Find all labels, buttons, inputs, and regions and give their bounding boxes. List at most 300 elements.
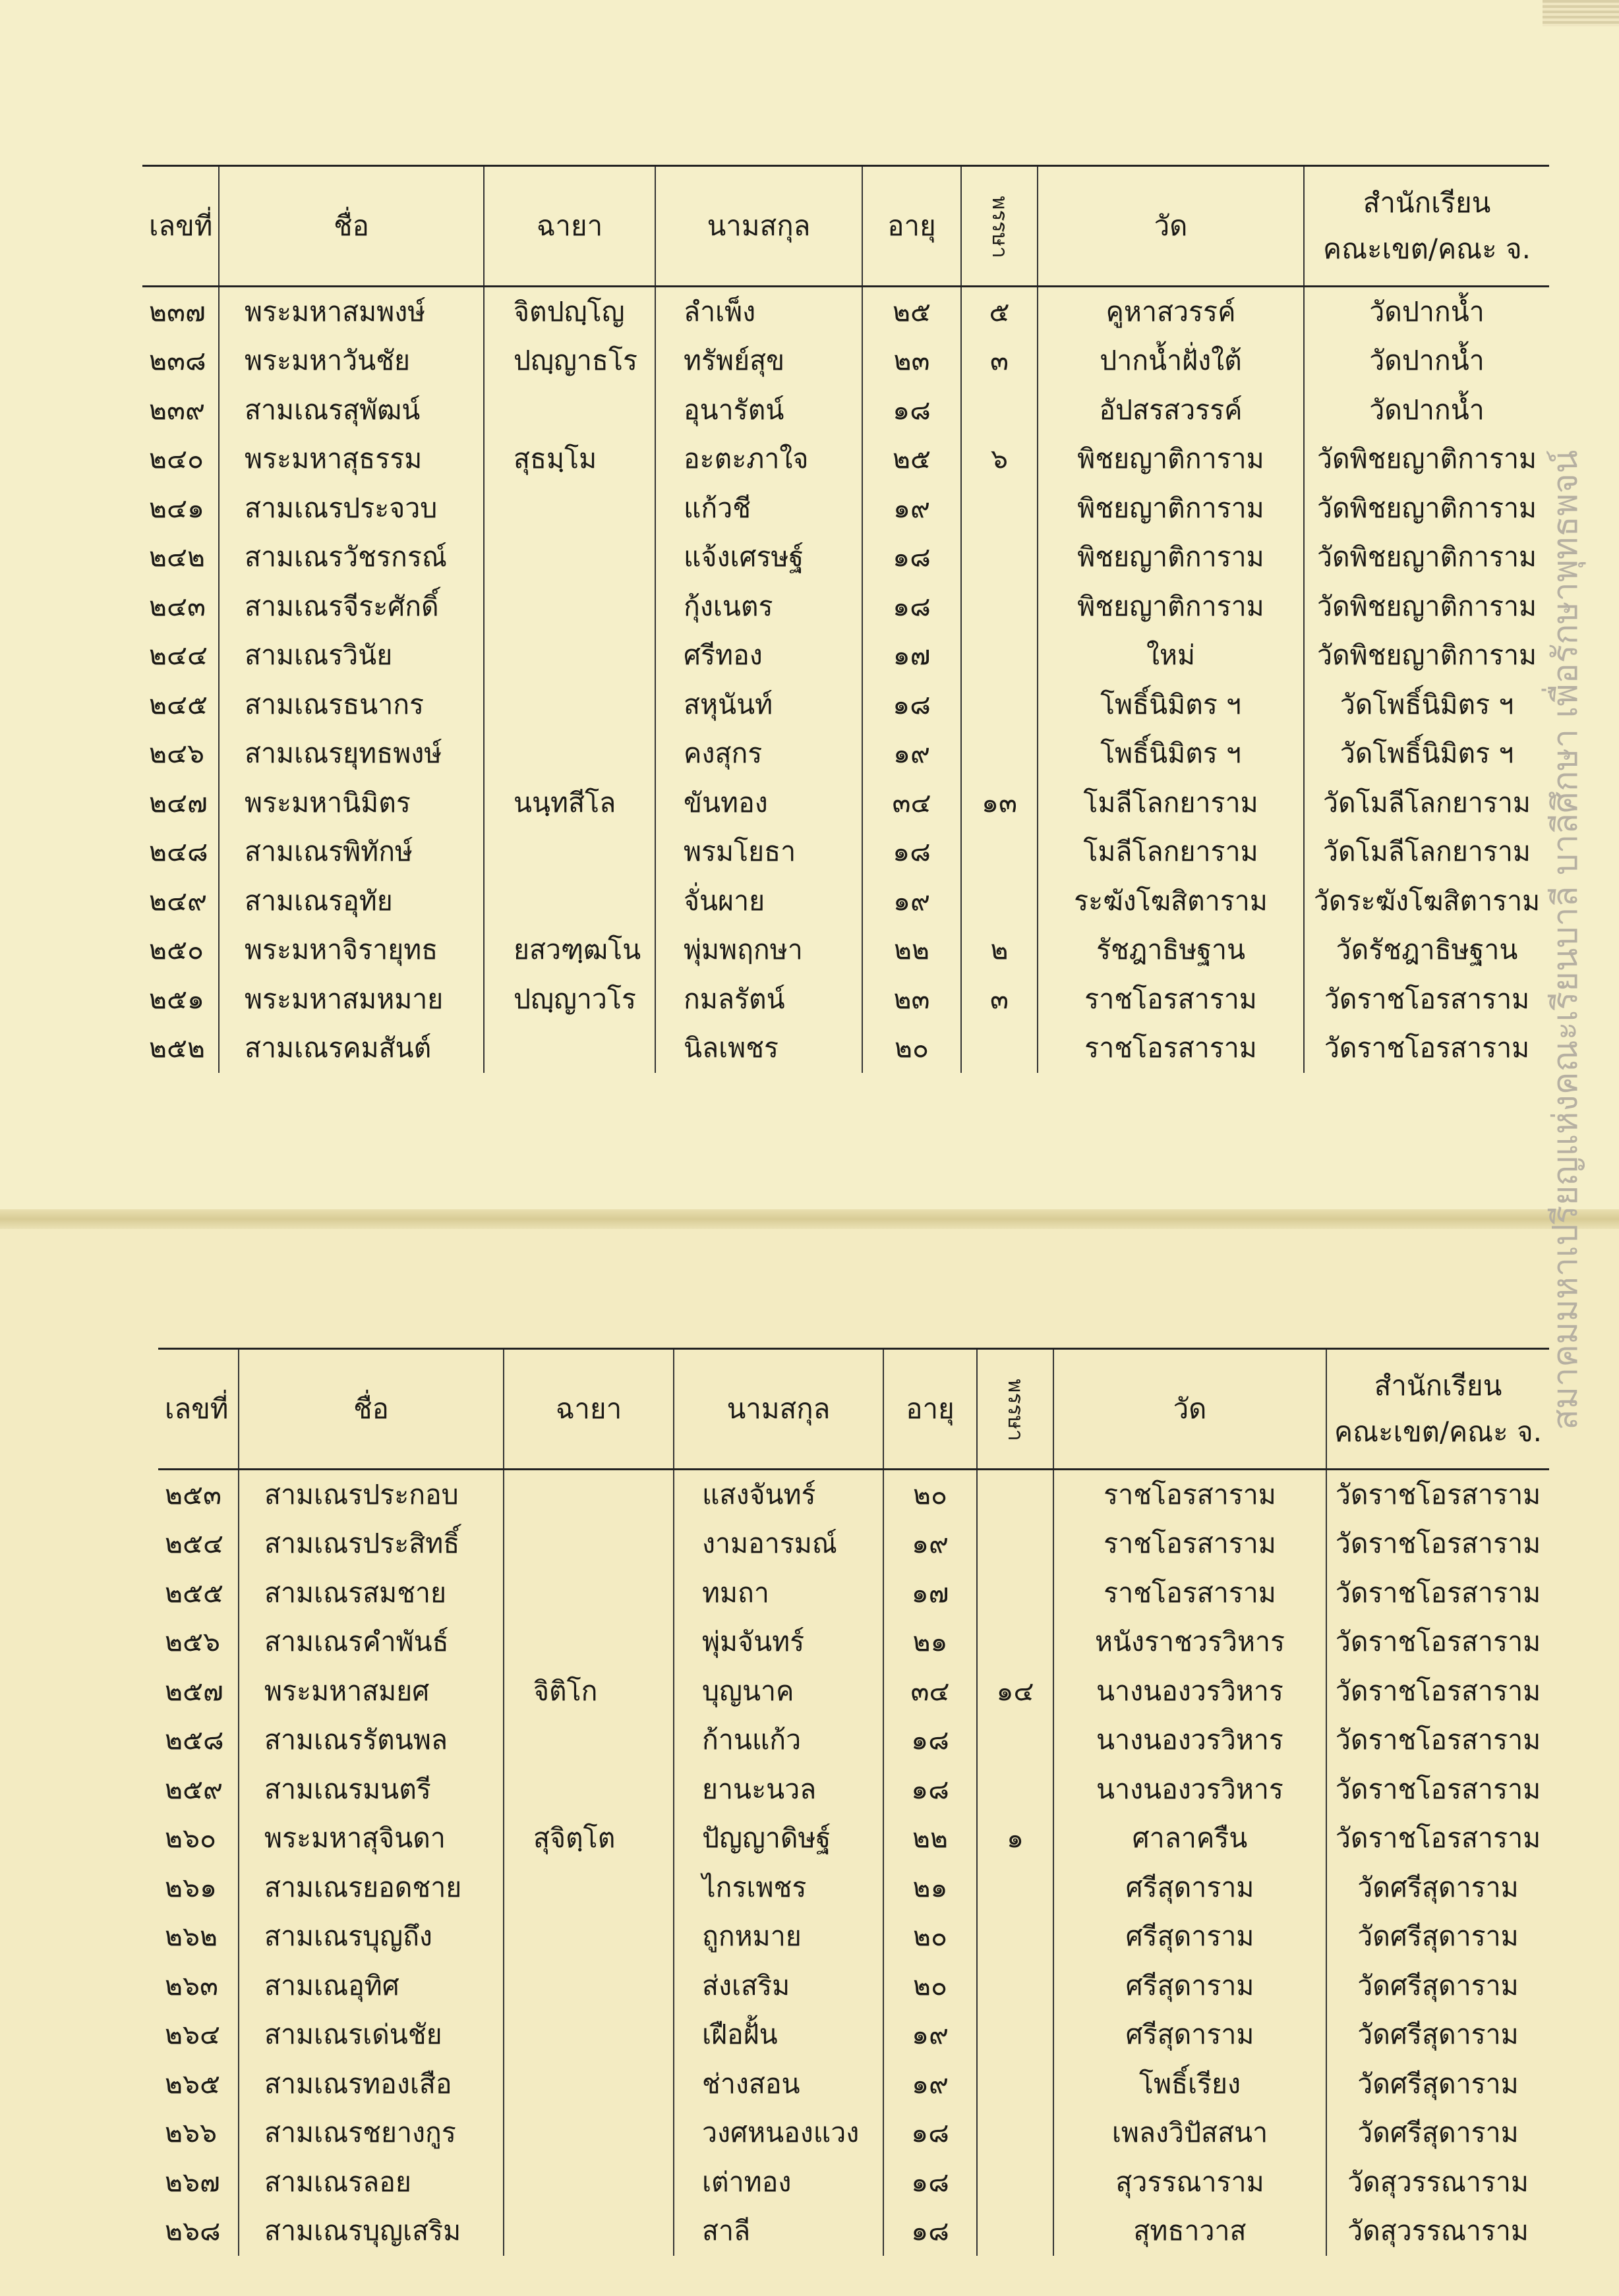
cell-pali bbox=[504, 1912, 674, 1962]
cell-surname: ขันทอง bbox=[655, 778, 862, 828]
cell-wat: โพธิ์นิมิตร ฯ bbox=[1038, 680, 1304, 730]
cell-age: ๒๐ bbox=[883, 1470, 977, 1520]
cell-age: ๑๘ bbox=[862, 828, 961, 877]
cell-pali bbox=[504, 2109, 674, 2158]
cell-pali bbox=[504, 1716, 674, 1765]
cell-pali bbox=[504, 1520, 674, 1569]
cell-pali bbox=[484, 730, 655, 779]
cell-name: สามเณรบุญถึง bbox=[239, 1912, 504, 1962]
cell-name: สามเณรยุทธพงษ์ bbox=[219, 730, 484, 779]
cell-surname: บุญนาค bbox=[674, 1667, 883, 1716]
cell-surname: แก้วชี bbox=[655, 484, 862, 533]
cell-pansa: ๑๔ bbox=[977, 1667, 1053, 1716]
cell-age: ๒๐ bbox=[862, 1024, 961, 1074]
cell-school: วัดรัชฎาธิษฐาน bbox=[1304, 926, 1549, 975]
cell-pansa bbox=[977, 1618, 1053, 1667]
cell-pali: จิตปญฺโญ bbox=[484, 287, 655, 337]
cell-pali: ปญฺญาวโร bbox=[484, 975, 655, 1024]
table-row bbox=[158, 1470, 1549, 1520]
table-header-row bbox=[142, 166, 1549, 287]
cell-pansa bbox=[961, 730, 1038, 779]
table-row bbox=[142, 926, 1549, 975]
cell-name: พระมหาวันชัย bbox=[219, 337, 484, 386]
table-header-row bbox=[158, 1349, 1549, 1470]
cell-surname: ส่งเสริม bbox=[674, 1961, 883, 2011]
cell-pali: จิติโก bbox=[504, 1667, 674, 1716]
cell-no: ๒๕๖ bbox=[165, 1626, 221, 1658]
cell-wat: ราชโอรสาราม bbox=[1053, 1520, 1326, 1569]
cell-age: ๑๘ bbox=[862, 386, 961, 435]
cell-no: ๒๕๒ bbox=[149, 1032, 206, 1064]
table-row bbox=[142, 680, 1549, 730]
cell-age: ๑๘ bbox=[883, 1765, 977, 1814]
cell-age: ๑๙ bbox=[883, 1520, 977, 1569]
table-row bbox=[158, 2011, 1549, 2060]
cell-pali bbox=[504, 2011, 674, 2060]
cell-name: พระมหาสมพงษ์ bbox=[219, 287, 484, 337]
header-school-line1: สำนักเรียน bbox=[1374, 1369, 1502, 1402]
cell-no: ๒๔๙ bbox=[149, 884, 208, 917]
table-row bbox=[158, 1618, 1549, 1667]
cell-pansa bbox=[961, 828, 1038, 877]
cell-school: วัดราชโอรสาราม bbox=[1304, 975, 1549, 1024]
cell-surname: ช่างสอน bbox=[674, 2059, 883, 2109]
cell-no: ๒๔๒ bbox=[149, 541, 206, 573]
cell-wat: ราชโอรสาราม bbox=[1038, 1024, 1304, 1074]
table-row bbox=[158, 1961, 1549, 2011]
cell-age: ๑๙ bbox=[862, 484, 961, 533]
register-table-top bbox=[142, 165, 1549, 1073]
cell-pansa bbox=[977, 1961, 1053, 2011]
table-row bbox=[158, 2158, 1549, 2207]
cell-surname: ลำเพ็ง bbox=[655, 287, 862, 337]
cell-pali: สุธมฺโม bbox=[484, 435, 655, 484]
cell-no: ๒๖๕ bbox=[165, 2067, 221, 2100]
cell-name: สามเณรคมสันต์ bbox=[219, 1024, 484, 1074]
cell-no: ๒๖๖ bbox=[165, 2117, 218, 2149]
table-row bbox=[158, 1520, 1549, 1569]
header-school-line2: คณะเขต/คณะ จ. bbox=[1334, 1416, 1543, 1448]
table-row bbox=[142, 484, 1549, 533]
cell-age: ๓๔ bbox=[883, 1667, 977, 1716]
cell-name: สามเณรคำพันธ์ bbox=[239, 1618, 504, 1667]
cell-wat: ศรีสุดาราม bbox=[1053, 2011, 1326, 2060]
page-crease bbox=[0, 1209, 1619, 1229]
header-school-line1: สำนักเรียน bbox=[1363, 187, 1491, 219]
table-row bbox=[142, 828, 1549, 877]
cell-school: วัดราชโอรสาราม bbox=[1326, 1520, 1549, 1569]
cell-no: ๒๕๘ bbox=[165, 1724, 224, 1756]
cell-wat: พิชยญาติการาม bbox=[1038, 435, 1304, 484]
header-school-line2: คณะเขต/คณะ จ. bbox=[1322, 233, 1531, 265]
cell-age: ๑๗ bbox=[883, 1568, 977, 1618]
cell-pansa: ๑๓ bbox=[961, 778, 1038, 828]
cell-pansa: ๖ bbox=[961, 435, 1038, 484]
cell-no: ๒๖๗ bbox=[165, 2166, 220, 2198]
cell-pali bbox=[504, 1568, 674, 1618]
cell-wat: ระฆังโฆสิตาราม bbox=[1038, 876, 1304, 926]
table-row bbox=[142, 1024, 1549, 1074]
cell-pansa: ๓ bbox=[961, 975, 1038, 1024]
cell-no: ๒๖๔ bbox=[165, 2019, 221, 2051]
cell-name: สามเณรลอย bbox=[239, 2158, 504, 2207]
header-school bbox=[1326, 1349, 1549, 1470]
cell-wat: สุวรรณาราม bbox=[1053, 2158, 1326, 2207]
cell-school: วัดปากน้ำ bbox=[1304, 287, 1549, 337]
cell-name: พระมหาสมหมาย bbox=[219, 975, 484, 1024]
cell-pali: นนฺทสีโล bbox=[484, 778, 655, 828]
cell-pali bbox=[504, 1863, 674, 1912]
cell-school: วัดพิชยญาติการาม bbox=[1304, 533, 1549, 583]
cell-school: วัดสุวรรณาราม bbox=[1326, 2207, 1549, 2256]
cell-school: วัดโพธิ์นิมิตร ฯ bbox=[1304, 680, 1549, 730]
cell-name: สามเณรมนตรี bbox=[239, 1765, 504, 1814]
header-age: อายุ bbox=[862, 166, 961, 287]
cell-no: ๒๔๑ bbox=[149, 492, 205, 524]
cell-surname: ศรีทอง bbox=[655, 631, 862, 681]
cell-no: ๒๔๓ bbox=[149, 590, 206, 622]
table-row bbox=[158, 1667, 1549, 1716]
cell-school: วัดศรีสุดาราม bbox=[1326, 1863, 1549, 1912]
cell-age: ๑๘ bbox=[862, 680, 961, 730]
cell-no: ๒๔๘ bbox=[149, 836, 208, 868]
cell-school: วัดโพธิ์นิมิตร ฯ bbox=[1304, 730, 1549, 779]
cell-pansa bbox=[961, 680, 1038, 730]
table-row bbox=[158, 2059, 1549, 2109]
cell-no: ๒๔๔ bbox=[149, 639, 208, 672]
cell-school: วัดศรีสุดาราม bbox=[1326, 2109, 1549, 2158]
cell-name: พระมหาจิรายุทธ bbox=[219, 926, 484, 975]
table-row bbox=[158, 1765, 1549, 1814]
cell-name: สามเณรรัตนพล bbox=[239, 1716, 504, 1765]
cell-pali bbox=[484, 1024, 655, 1074]
cell-age: ๒๑ bbox=[883, 1618, 977, 1667]
cell-no: ๒๕๕ bbox=[165, 1576, 224, 1609]
cell-name: พระมหาสุจินดา bbox=[239, 1814, 504, 1864]
cell-wat: ราชโอรสาราม bbox=[1053, 1470, 1326, 1520]
cell-pansa bbox=[961, 386, 1038, 435]
cell-age: ๑๙ bbox=[862, 730, 961, 779]
cell-no: ๒๔๐ bbox=[149, 443, 204, 475]
cell-pansa bbox=[977, 2059, 1053, 2109]
table-row bbox=[142, 533, 1549, 583]
cell-name: สามเณรประกอบ bbox=[239, 1470, 504, 1520]
cell-no: ๒๖๐ bbox=[165, 1822, 217, 1854]
cell-school: วัดศรีสุดาราม bbox=[1326, 2011, 1549, 2060]
cell-pansa bbox=[977, 1470, 1053, 1520]
table-row bbox=[142, 730, 1549, 779]
cell-age: ๑๘ bbox=[883, 1716, 977, 1765]
cell-surname: ก้านแก้ว bbox=[674, 1716, 883, 1765]
cell-name: สามเณรเด่นชัย bbox=[239, 2011, 504, 2060]
cell-no: ๒๖๒ bbox=[165, 1920, 218, 1953]
cell-surname: ยานะนวล bbox=[674, 1765, 883, 1814]
cell-surname: กมลรัตน์ bbox=[655, 975, 862, 1024]
cell-no: ๒๔๕ bbox=[149, 688, 208, 720]
cell-pansa bbox=[977, 2158, 1053, 2207]
cell-age: ๑๘ bbox=[862, 533, 961, 583]
cell-name: สามเณรสมชาย bbox=[239, 1568, 504, 1618]
cell-school: วัดโมลีโลกยาราม bbox=[1304, 778, 1549, 828]
header-pali: ฉายา bbox=[504, 1349, 674, 1470]
cell-school: วัดศรีสุดาราม bbox=[1326, 1961, 1549, 2011]
cell-surname: อะตะภาใจ bbox=[655, 435, 862, 484]
cell-name: พระมหานิมิตร bbox=[219, 778, 484, 828]
cell-surname: กุ้งเนตร bbox=[655, 582, 862, 631]
cell-pali bbox=[504, 1470, 674, 1520]
cell-surname: อุนารัตน์ bbox=[655, 386, 862, 435]
cell-wat: สุทธาวาส bbox=[1053, 2207, 1326, 2256]
cell-age: ๒๕ bbox=[862, 287, 961, 337]
cell-age: ๑๙ bbox=[862, 876, 961, 926]
table-row bbox=[158, 1568, 1549, 1618]
cell-pali bbox=[484, 680, 655, 730]
cell-surname: แจ้งเศรษฐ์ bbox=[655, 533, 862, 583]
cell-name: สามเณรทองเสือ bbox=[239, 2059, 504, 2109]
cell-surname: ทรัพย์สุข bbox=[655, 337, 862, 386]
header-name: ชื่อ bbox=[239, 1349, 504, 1470]
cell-surname: เต่าทอง bbox=[674, 2158, 883, 2207]
cell-school: วัดราชโอรสาราม bbox=[1326, 1568, 1549, 1618]
register-table-bottom bbox=[158, 1348, 1549, 2256]
header-no: เลขที่ bbox=[149, 210, 213, 242]
cell-surname: ถูกหมาย bbox=[674, 1912, 883, 1962]
cell-surname: ปัญญาดิษฐ์ bbox=[674, 1814, 883, 1864]
cell-pansa: ๒ bbox=[961, 926, 1038, 975]
cell-age: ๒๓ bbox=[862, 975, 961, 1024]
cell-wat: พิชยญาติการาม bbox=[1038, 484, 1304, 533]
cell-name: สามเณรบุญเสริม bbox=[239, 2207, 504, 2256]
table-row bbox=[142, 435, 1549, 484]
header-surname: นามสกุล bbox=[674, 1349, 883, 1470]
cell-wat: คูหาสวรรค์ bbox=[1038, 287, 1304, 337]
cell-no: ๒๖๑ bbox=[165, 1871, 218, 1903]
header-surname: นามสกุล bbox=[655, 166, 862, 287]
cell-no: ๒๔๖ bbox=[149, 737, 205, 770]
cell-name: สามเณรวัชรกรณ์ bbox=[219, 533, 484, 583]
cell-name: พระมหาสุธรรม bbox=[219, 435, 484, 484]
cell-no: ๒๖๘ bbox=[165, 2215, 221, 2247]
page-edge bbox=[1543, 0, 1619, 26]
cell-surname: สหุนันท์ bbox=[655, 680, 862, 730]
table-row bbox=[142, 876, 1549, 926]
cell-school: วัดพิชยญาติการาม bbox=[1304, 631, 1549, 681]
cell-school: วัดศรีสุดาราม bbox=[1326, 2059, 1549, 2109]
cell-school: วัดราชโอรสาราม bbox=[1326, 1716, 1549, 1765]
cell-pansa bbox=[977, 2109, 1053, 2158]
cell-pali bbox=[484, 386, 655, 435]
cell-age: ๑๘ bbox=[883, 2109, 977, 2158]
cell-wat: นางนองวรวิหาร bbox=[1053, 1667, 1326, 1716]
cell-surname: แสงจันทร์ bbox=[674, 1470, 883, 1520]
cell-pansa: ๕ bbox=[961, 287, 1038, 337]
cell-surname: เฝือฝั้น bbox=[674, 2011, 883, 2060]
cell-wat: โพธิ์นิมิตร ฯ bbox=[1038, 730, 1304, 779]
cell-pali bbox=[484, 828, 655, 877]
cell-wat: ศาลาครืน bbox=[1053, 1814, 1326, 1864]
cell-pali bbox=[504, 1961, 674, 2011]
cell-pali bbox=[504, 2158, 674, 2207]
header-school bbox=[1304, 166, 1549, 287]
table-row bbox=[158, 1863, 1549, 1912]
cell-age: ๒๒ bbox=[883, 1814, 977, 1864]
cell-school: วัดโมลีโลกยาราม bbox=[1304, 828, 1549, 877]
cell-wat: เพลงวิปัสสนา bbox=[1053, 2109, 1326, 2158]
cell-school: วัดสุวรรณาราม bbox=[1326, 2158, 1549, 2207]
cell-wat: หนังราชวรวิหาร bbox=[1053, 1618, 1326, 1667]
cell-no: ๒๔๗ bbox=[149, 786, 208, 818]
header-pansa-label: พรรษา bbox=[1003, 1379, 1028, 1441]
table-row bbox=[158, 1912, 1549, 1962]
cell-wat: ราชโอรสาราม bbox=[1053, 1568, 1326, 1618]
cell-age: ๒๓ bbox=[862, 337, 961, 386]
cell-surname: วงศหนองแวง bbox=[674, 2109, 883, 2158]
cell-wat: นางนองวรวิหาร bbox=[1053, 1765, 1326, 1814]
cell-name: สามเณรพิทักษ์ bbox=[219, 828, 484, 877]
cell-school: วัดราชโอรสาราม bbox=[1326, 1765, 1549, 1814]
watermark bbox=[1536, 442, 1595, 1430]
header-pali: ฉายา bbox=[484, 166, 655, 287]
cell-pansa bbox=[961, 876, 1038, 926]
cell-age: ๒๕ bbox=[862, 435, 961, 484]
cell-surname: สาลี bbox=[674, 2207, 883, 2256]
cell-name: พระมหาสมยศ bbox=[239, 1667, 504, 1716]
cell-no: ๒๕๙ bbox=[165, 1773, 223, 1805]
table-row bbox=[158, 2109, 1549, 2158]
cell-pali bbox=[484, 631, 655, 681]
header-no: เลขที่ bbox=[165, 1392, 229, 1425]
cell-age: ๒๑ bbox=[883, 1863, 977, 1912]
cell-pansa: ๑ bbox=[977, 1814, 1053, 1864]
cell-no: ๒๕๓ bbox=[165, 1478, 222, 1510]
table-row bbox=[142, 975, 1549, 1024]
cell-wat: ศรีสุดาราม bbox=[1053, 1961, 1326, 2011]
table-row bbox=[158, 1716, 1549, 1765]
cell-pansa bbox=[977, 1520, 1053, 1569]
cell-wat: ศรีสุดาราม bbox=[1053, 1863, 1326, 1912]
cell-pansa: ๓ bbox=[961, 337, 1038, 386]
cell-pali bbox=[504, 1618, 674, 1667]
cell-school: วัดราชโอรสาราม bbox=[1326, 1667, 1549, 1716]
cell-wat: โพธิ์เรียง bbox=[1053, 2059, 1326, 2109]
cell-school: วัดปากน้ำ bbox=[1304, 386, 1549, 435]
cell-school: วัดระฆังโฆสิตาราม bbox=[1304, 876, 1549, 926]
cell-wat: ปากน้ำฝั่งใต้ bbox=[1038, 337, 1304, 386]
table-row bbox=[142, 287, 1549, 337]
cell-name: สามเณอุทิศ bbox=[239, 1961, 504, 2011]
cell-pansa bbox=[961, 1024, 1038, 1074]
cell-pansa bbox=[977, 1568, 1053, 1618]
watermark-text: สมาคมมหาเปรียญแห่งคณะเรียนบาลี บาลีศึกษา เพื่อรักษาพุทธพจน์ bbox=[1546, 449, 1585, 1430]
cell-no: ๒๕๐ bbox=[149, 934, 204, 966]
cell-wat: รัชฎาธิษฐาน bbox=[1038, 926, 1304, 975]
cell-wat: พิชยญาติการาม bbox=[1038, 582, 1304, 631]
header-wat: วัด bbox=[1038, 166, 1304, 287]
cell-name: สามเณรจีระศักดิ์ bbox=[219, 582, 484, 631]
cell-school: วัดราชโอรสาราม bbox=[1304, 1024, 1549, 1074]
cell-pansa bbox=[977, 2207, 1053, 2256]
cell-no: ๒๓๗ bbox=[149, 295, 206, 328]
header-pansa-label: พรรษา bbox=[987, 196, 1013, 258]
cell-wat: นางนองวรวิหาร bbox=[1053, 1716, 1326, 1765]
cell-age: ๑๘ bbox=[862, 582, 961, 631]
cell-name: สามเณรธนากร bbox=[219, 680, 484, 730]
cell-pali bbox=[504, 2059, 674, 2109]
cell-surname: งามอารมณ์ bbox=[674, 1520, 883, 1569]
table-row bbox=[158, 2207, 1549, 2256]
cell-school: วัดพิชยญาติการาม bbox=[1304, 435, 1549, 484]
cell-pali bbox=[504, 1765, 674, 1814]
cell-age: ๑๙ bbox=[883, 2011, 977, 2060]
cell-wat: โมลีโลกยาราม bbox=[1038, 828, 1304, 877]
cell-pansa bbox=[977, 1716, 1053, 1765]
cell-age: ๑๗ bbox=[862, 631, 961, 681]
cell-pansa bbox=[977, 1912, 1053, 1962]
cell-wat: ใหม่ bbox=[1038, 631, 1304, 681]
cell-school: วัดราชโอรสาราม bbox=[1326, 1814, 1549, 1864]
table-row bbox=[142, 337, 1549, 386]
cell-school: วัดราชโอรสาราม bbox=[1326, 1618, 1549, 1667]
cell-surname: นิลเพชร bbox=[655, 1024, 862, 1074]
cell-school: วัดพิชยญาติการาม bbox=[1304, 582, 1549, 631]
cell-name: สามเณรสุพัฒน์ bbox=[219, 386, 484, 435]
cell-pansa bbox=[977, 1863, 1053, 1912]
cell-surname: พรมโยธา bbox=[655, 828, 862, 877]
header-age: อายุ bbox=[883, 1349, 977, 1470]
cell-age: ๑๙ bbox=[883, 2059, 977, 2109]
cell-pali bbox=[484, 876, 655, 926]
cell-pali bbox=[484, 582, 655, 631]
cell-name: สามเณรประสิทธิ์ bbox=[239, 1520, 504, 1569]
cell-pansa bbox=[977, 1765, 1053, 1814]
cell-surname: ทมถา bbox=[674, 1568, 883, 1618]
cell-name: สามเณรชยางกูร bbox=[239, 2109, 504, 2158]
cell-surname: พุ่มพฤกษา bbox=[655, 926, 862, 975]
cell-age: ๑๘ bbox=[883, 2158, 977, 2207]
header-pansa bbox=[977, 1349, 1053, 1470]
cell-pansa bbox=[961, 582, 1038, 631]
cell-pali bbox=[504, 2207, 674, 2256]
cell-age: ๒๐ bbox=[883, 1912, 977, 1962]
cell-school: วัดราชโอรสาราม bbox=[1326, 1470, 1549, 1520]
cell-pali: สุจิตฺโต bbox=[504, 1814, 674, 1864]
header-name: ชื่อ bbox=[219, 166, 484, 287]
cell-pansa bbox=[977, 2011, 1053, 2060]
cell-age: ๑๘ bbox=[883, 2207, 977, 2256]
header-pansa bbox=[961, 166, 1038, 287]
cell-no: ๒๕๔ bbox=[165, 1528, 224, 1560]
cell-school: วัดปากน้ำ bbox=[1304, 337, 1549, 386]
cell-pansa bbox=[961, 631, 1038, 681]
cell-no: ๒๓๘ bbox=[149, 345, 206, 377]
cell-surname: จั่นผาย bbox=[655, 876, 862, 926]
cell-name: สามเณรยอดชาย bbox=[239, 1863, 504, 1912]
cell-wat: ศรีสุดาราม bbox=[1053, 1912, 1326, 1962]
cell-age: ๒๒ bbox=[862, 926, 961, 975]
cell-surname: ไกรเพชร bbox=[674, 1863, 883, 1912]
cell-no: ๒๓๙ bbox=[149, 393, 206, 426]
cell-pali: ปญฺญาธโร bbox=[484, 337, 655, 386]
cell-pali bbox=[484, 533, 655, 583]
table-row bbox=[142, 631, 1549, 681]
cell-surname: พุ่มจันทร์ bbox=[674, 1618, 883, 1667]
cell-school: วัดศรีสุดาราม bbox=[1326, 1912, 1549, 1962]
cell-no: ๒๖๓ bbox=[165, 1969, 219, 2001]
header-wat: วัด bbox=[1053, 1349, 1326, 1470]
cell-wat: โมลีโลกยาราม bbox=[1038, 778, 1304, 828]
cell-name: สามเณรประจวบ bbox=[219, 484, 484, 533]
table-row bbox=[158, 1814, 1549, 1864]
